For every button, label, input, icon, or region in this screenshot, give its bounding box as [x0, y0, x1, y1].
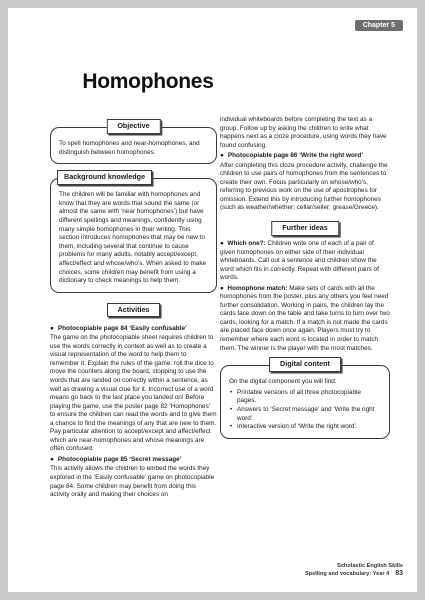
- list-item: • Interactive version of ‘Write the right word’.: [229, 423, 381, 432]
- list-item: • Answers to ‘Secret message’ and ‘Write the right word’.: [229, 406, 381, 423]
- left-column: [50, 121, 217, 500]
- right-column: [220, 115, 390, 439]
- footer-subtitle-row: [305, 570, 403, 578]
- bullet-dot-icon: ●: [220, 152, 224, 160]
- further-ideas-label: Further ideas: [271, 221, 339, 236]
- activity-2-text: This activity allows the children to embed the words they explored in the ‘Easily confusable’ game on photocopiable page 84. Some children may benefit from doing this activity orally and making their choices on: [50, 465, 215, 499]
- objective-box: [50, 121, 217, 164]
- activity-3-title: ● Photocopiable page 86 ‘Write the right word’: [220, 152, 364, 160]
- bullet-dot-icon: ●: [220, 240, 228, 248]
- digital-content-intro: On the digital component you will find:: [229, 378, 337, 386]
- activity-3-text: After completing this cloze procedure activity, challenge the children to use pairs of homophones from the sentences to create their own. Focus particularly on whose/who’s, referring to previous work on the use of apostrophes for omission. Extend this by introducing further homophones (such as weather/whether; cellar/seller; grease/Greece).: [220, 161, 388, 212]
- activity-1-text: The game on the photocopiable sheet requires children to use the words correctly in context as well as to create a visual representation of the word to help them to remember it. Explain the rules of the game: roll the dice to move the counters along the board, stopping to use the words that are landed on correctly within a sentence, as well as drawing a visual clue for it. Incorrect use of a word means go back to the last place you landed on! Before playing the game, use the poster page 82 ‘Homophones’ to ensure the children can read the words and to give them a chance to find the meanings of any that are new to them. Pay particular attention to accept/except and affect/effect which are near-homophones and whose meanings are often confused.: [50, 334, 217, 453]
- activities-body: [50, 307, 217, 500]
- further-ideas-section: [220, 225, 390, 353]
- footer-series: Scholastic English Skills: [337, 563, 403, 569]
- objective-label: Objective: [106, 119, 160, 134]
- further-idea-1: ● Which one?: Children write one of each of a pair of given homophones on either side of their individual whiteboards. Call out a sentence and children show the word which fits in correctly. Repeat with different pairs of words.: [220, 240, 379, 282]
- chapter-tab: Chapter 5: [355, 20, 403, 31]
- bullet-dot-icon: ●: [50, 324, 54, 332]
- activities-label: Activities: [107, 303, 161, 318]
- further-ideas-body: [220, 225, 390, 353]
- page-footer: [305, 563, 403, 578]
- activity-2-continued: individual whiteboards before completing the text as a group. Follow up by asking the children to write what happens next as a cloze procedure, using words they have found confusing.: [220, 116, 387, 149]
- activity-1-title: ● Photocopiable page 84 ‘Easily confusable’: [50, 324, 187, 332]
- list-item: • Printable versions of all three photocopiable pages.: [229, 389, 381, 406]
- page-title: Homophones: [82, 70, 214, 93]
- activities-section: [50, 304, 217, 500]
- digital-content-list: [229, 389, 381, 432]
- background-knowledge-text: The children will be familiar with homophones and know that they are words that sound the same (or almost the same with ‘near homophones’) but have different spellings and meanings, confidently using many simple homophones in their writing. This section introduces homophones that may be new to them, including several that continue to cause problems for many adults, notably accept/except, affect/effect and whose/who’s. When asked to make choices, some children may benefit from using a dictionary to check meanings to help them.: [59, 191, 207, 285]
- background-knowledge-box: [50, 172, 217, 293]
- footer-subtitle: Spelling and vocabulary: Year 4: [305, 571, 390, 577]
- bullet-dot-icon: ●: [220, 284, 228, 292]
- bullet-dot-icon: ●: [50, 455, 54, 463]
- activity-2-title: ● Photocopiable page 85 ‘Secret message’: [50, 455, 182, 463]
- page: [8, 8, 417, 592]
- objective-text: To spell homophones and near-homophones, and distinguish between homophones.: [59, 140, 200, 156]
- background-knowledge-label: Background knowledge: [57, 170, 152, 185]
- digital-content-label: Digital content: [269, 357, 341, 372]
- digital-content-box: [220, 359, 390, 439]
- page-number: 83: [395, 570, 403, 577]
- further-idea-2: ● Homophone match: Make sets of cards with all the homophones from the poster, plus any others you feel need further consolidation. Working in pairs, the children lay the cards face down on the table and take turns to turn over two cards, looking for a match. If a match is not made the cards are placed face down once again. Players must try to remember where each word is located in order to match them. The winner is the player with the most matches.: [220, 284, 390, 352]
